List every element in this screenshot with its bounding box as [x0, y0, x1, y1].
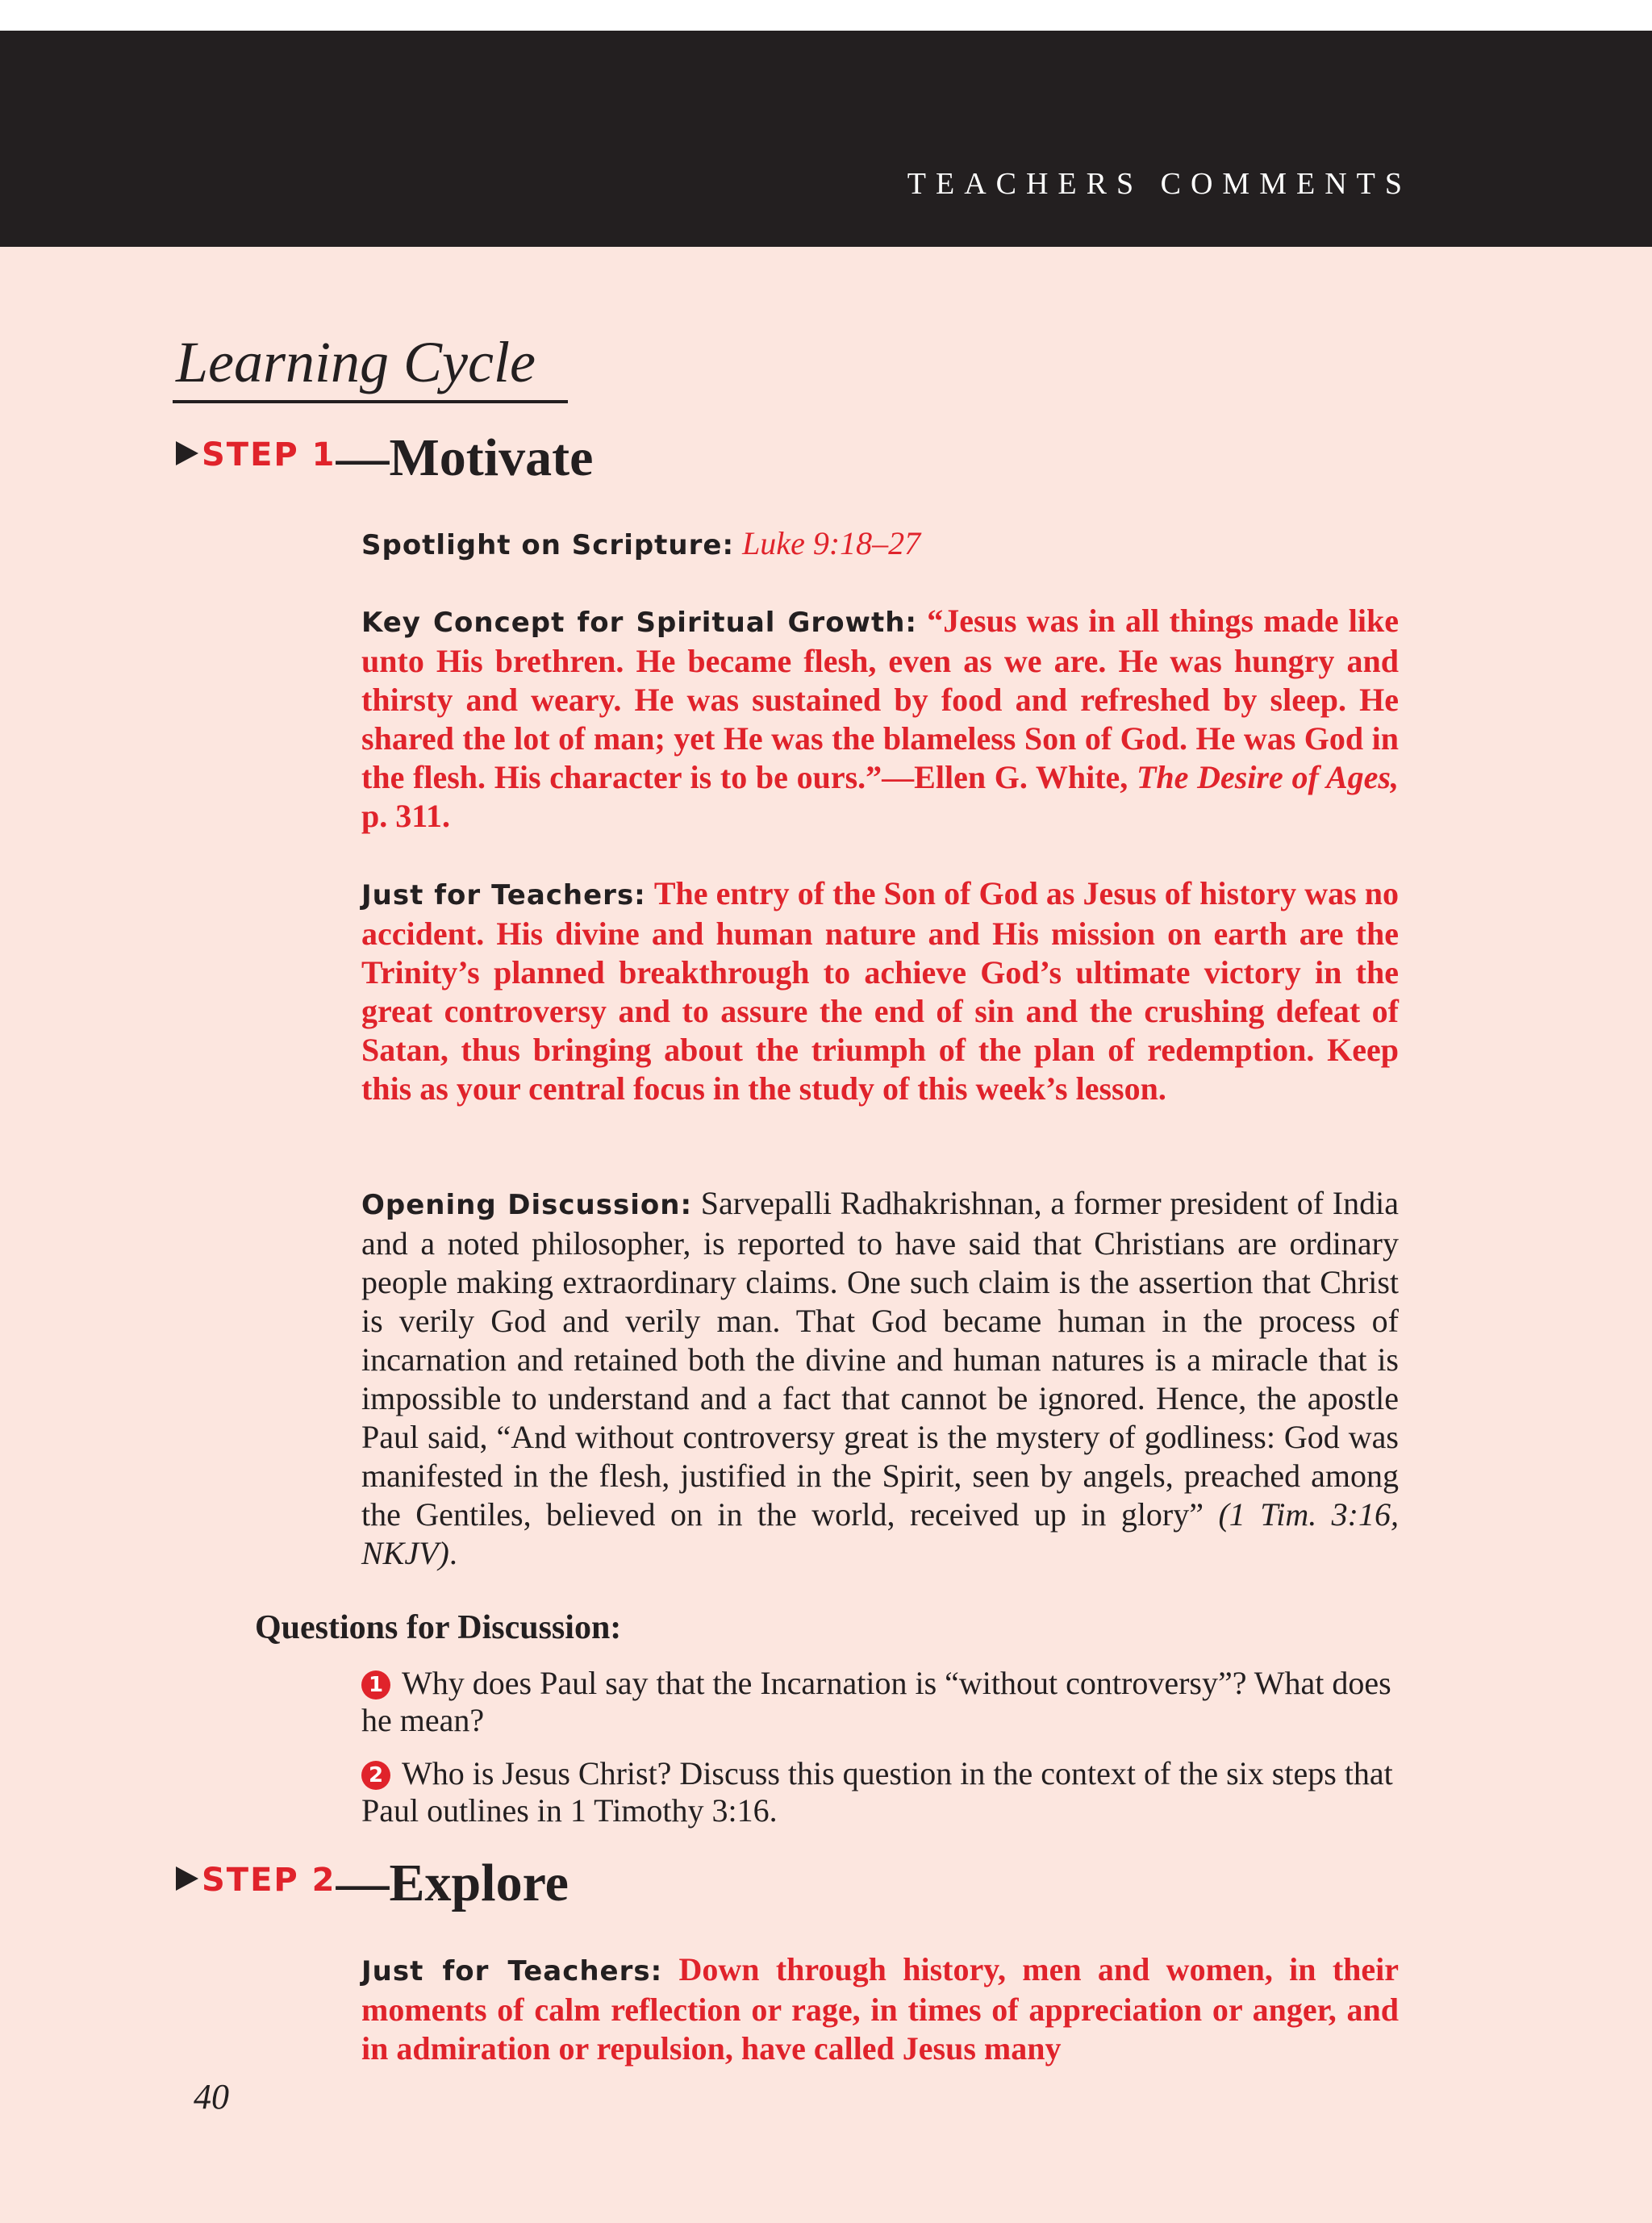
page-number: 40	[194, 2077, 229, 2117]
step1-heading	[176, 428, 593, 492]
header-title: TEACHERS COMMENTS	[907, 167, 1412, 201]
spotlight-lead: Spotlight on Scripture:	[361, 529, 735, 561]
step2-dash: —	[336, 1854, 390, 1912]
step1-name: Motivate	[389, 428, 594, 487]
just-for-teachers-1-text: The entry of the Son of God as Jesus of history was no accident. His divine and human nature and His mission on earth are the Trinity’s planned breakthrough to achieve God’s ultimate victory in the great controversy and to assure the end of sin and the crushing defeat of Satan, thus bringing about the triumph of the plan of redemption. Keep this as your central focus in the study of this week’s lesson.	[361, 875, 1399, 1107]
number-1-icon: 1	[361, 1670, 390, 1700]
key-concept-lead: Key Concept for Spiritual Growth:	[361, 607, 918, 639]
opening-discussion-citation: (1 Tim. 3:16, NKJV)	[361, 1496, 1399, 1571]
spotlight-reference: Luke 9:18–27	[742, 525, 921, 561]
step2-name: Explore	[389, 1854, 569, 1912]
key-concept-quote: “Jesus was in all things made like unto His brethren. He became flesh, even as we are. He was hungry and thirsty and weary. He was sustained by food and refreshed by sleep. He shared the lot of man; yet He was the blameless Son of God. He was God in the flesh. His character is to be ours.”—Ellen G. White,	[361, 603, 1400, 795]
step2-label: STEP 2	[202, 1862, 336, 1899]
spotlight-on-scripture	[361, 524, 1399, 565]
section-title-underline	[173, 400, 568, 403]
triangle-arrow-icon	[176, 441, 198, 465]
key-concept	[361, 602, 1399, 836]
key-concept-book: The Desire of Ages,	[1136, 759, 1399, 795]
question-item	[361, 1755, 1399, 1829]
questions-heading: Questions for Discussion:	[255, 1609, 622, 1646]
opening-discussion	[361, 1184, 1399, 1573]
just-for-teachers-2-lead: Just for Teachers:	[361, 1955, 663, 1987]
just-for-teachers-2-text: Down through history, men and women, in their moments of calm reflection or rage, in times of appreciation or anger, and in admiration or repulsion, have called Jesus many	[361, 1951, 1400, 2067]
question-text: Why does Paul say that the Incarnation is “without controversy”? What does he mean?	[361, 1665, 1391, 1738]
question-item	[361, 1665, 1399, 1739]
just-for-teachers-1-lead: Just for Teachers:	[361, 879, 646, 911]
key-concept-page: p. 311.	[361, 798, 451, 834]
section-title: Learning Cycle	[176, 330, 536, 394]
just-for-teachers-1	[361, 874, 1399, 1108]
number-2-icon: 2	[361, 1761, 390, 1790]
opening-discussion-lead: Opening Discussion:	[361, 1189, 693, 1221]
step1-label: STEP 1	[202, 436, 336, 473]
question-text: Who is Jesus Christ? Discuss this question in the context of the six steps that Paul outlines in 1 Timothy 3:16.	[361, 1755, 1393, 1829]
opening-discussion-text: Sarvepalli Radhakrishnan, a former president of India and a noted philosopher, is reported to have said that Christians are ordinary people making extraordinary claims. One such claim is the assertion that Christ is verily God and verily man. That God became human in the process of incarnation and retained both the divine and human natures is a miracle that is impossible to understand and a fact that cannot be ignored. Hence, the apostle Paul said, “And without controversy great is the mystery of godliness: God was manifested in the flesh, justified in the Spirit, seen by angels, preached among the Gentiles, believed on in the world, received up in glory”	[361, 1185, 1399, 1533]
triangle-arrow-icon	[176, 1866, 198, 1891]
just-for-teachers-2	[361, 1950, 1399, 2068]
page-header	[0, 31, 1652, 247]
step1-dash: —	[336, 428, 390, 487]
step2-heading	[176, 1853, 569, 1917]
opening-discussion-end: .	[448, 1535, 457, 1571]
